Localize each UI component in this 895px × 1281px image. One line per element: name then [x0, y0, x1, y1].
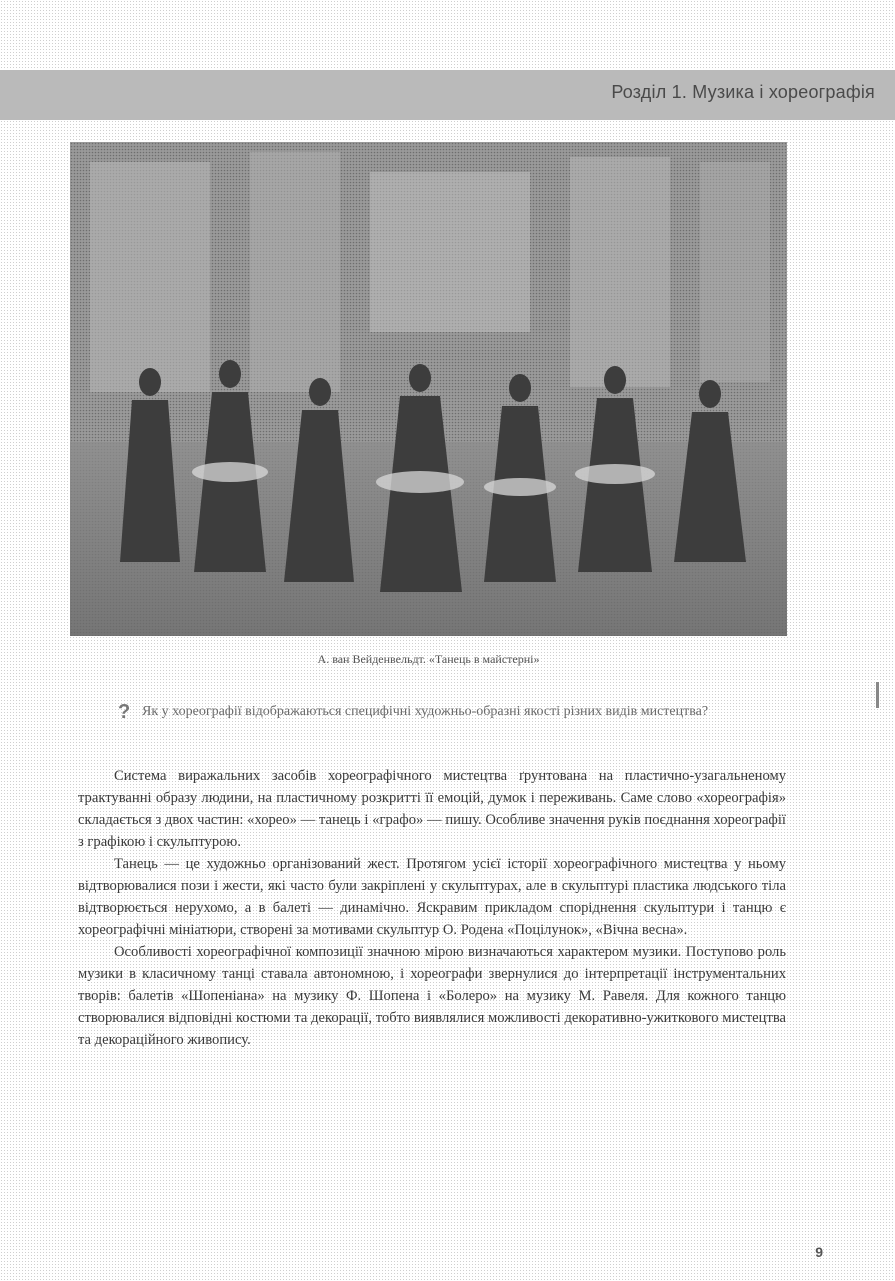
section-title: Розділ 1. Музика і хореографія	[611, 82, 875, 102]
header-band	[0, 70, 895, 120]
question-mark-icon: ?	[118, 701, 131, 723]
paragraph-3: Особливості хореографічної композиції значною мірою визначаються характером музики. Поступово роль музики в класичному танці ставала автономною, і хореографи звернулися до інтерпретації інструментальних творів: балетів «Шопеніана» на музику Ф. Шопена і «Болеро» на музику М. Равеля. Для кожного танцю створювалися відповідні костюми та декорації, тобто виявлялися можливості декоративно-ужиткового мистецтва та декораційного живопису.	[78, 944, 786, 1048]
dancers-photo	[70, 142, 787, 636]
photo-caption: А. ван Вейденвельдт. «Танець в майстерні»	[317, 652, 540, 666]
question-text: Як у хореографії відображаються специфічні художньо-образні якості різних видів мистецтва?	[142, 704, 709, 719]
paragraph-1: Система виражальних засобів хореографічного мистецтва ґрунтована на пластично-узагальненому трактуванні образу людини, на пластичному розкритті її емоцій, думок і переживань. Саме слово «хореографія» складається з двох частин: «хорео» — танець і «графо» — пишу. Особливе значення руків поєднання хореографії з графікою і скульптурою.	[78, 768, 786, 850]
body-text	[78, 765, 786, 1051]
photo-illustration	[70, 142, 787, 636]
margin-marker	[876, 682, 879, 708]
question-block	[118, 702, 798, 722]
page-number: 9	[815, 1244, 823, 1260]
paragraph-2: Танець — це художньо організований жест. Протягом усієї історії хореографічного мистецтва у ньому відтворювалися пози і жести, які часто були закріплені у скульптурах, але в скульптурі пластика людського тіла відтворюється нерухомо, а в балеті — динамічно. Яскравим прикладом споріднення скульптури і танцю є хореографічні мініатюри, створені за мотивами скульптур О. Родена «Поцілунок», «Вічна весна».	[78, 856, 786, 938]
